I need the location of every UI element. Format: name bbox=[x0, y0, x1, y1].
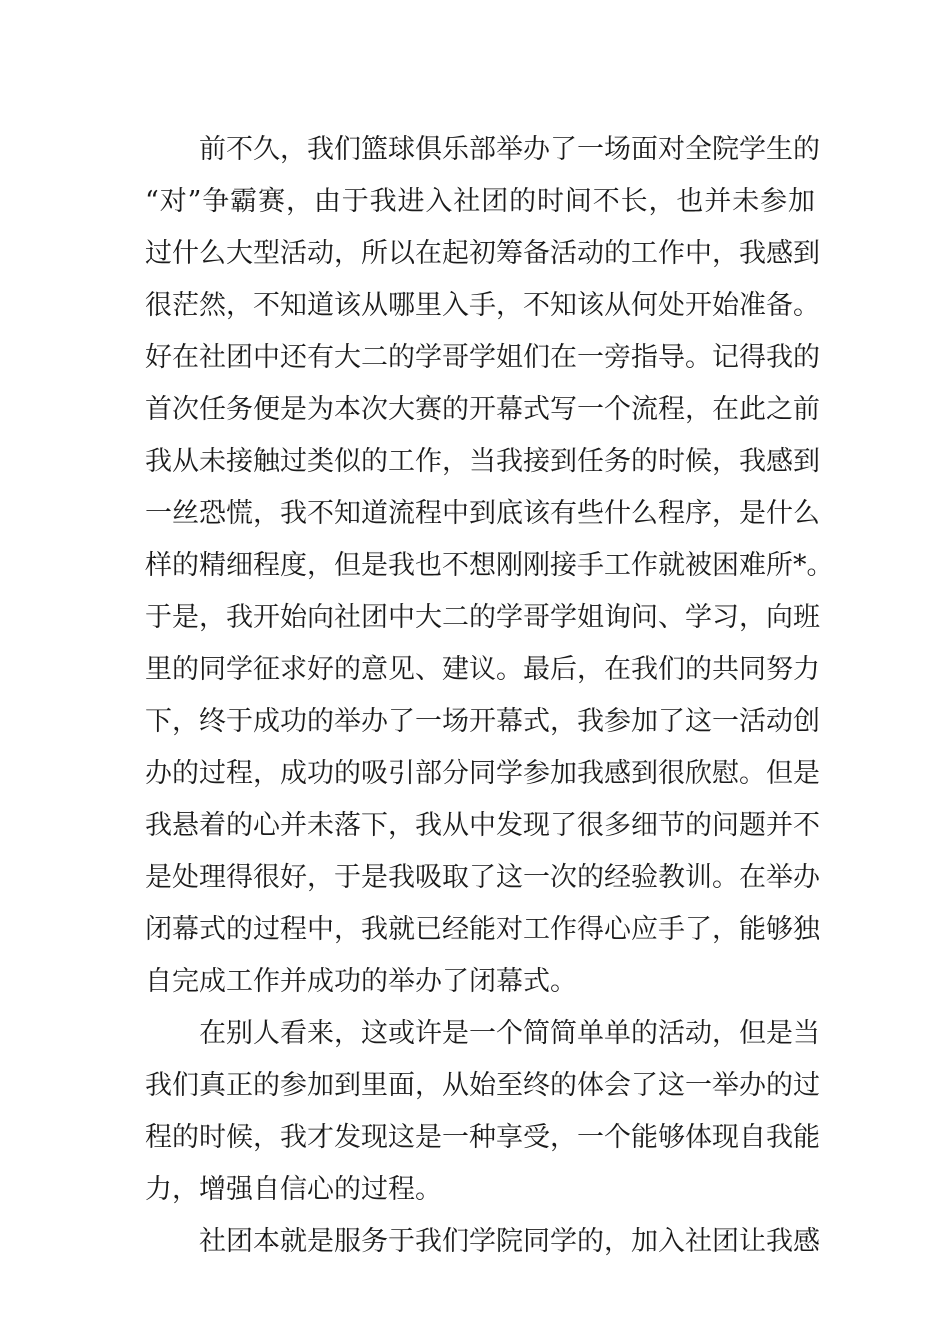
paragraph-line: 我们真正的参加到里面，从始至终的体会了这一举办的过 bbox=[145, 1070, 820, 1101]
paragraph-1 bbox=[145, 124, 834, 1008]
paragraph-line: 于是，我开始向社团中大二的学哥学姐询问、学习，向班 bbox=[145, 602, 820, 633]
body-text bbox=[145, 124, 834, 1268]
paragraph-line: 首次任务便是为本次大赛的开幕式写一个流程，在此之前 bbox=[145, 394, 820, 425]
paragraph-line: 下，终于成功的举办了一场开幕式，我参加了这一活动创 bbox=[145, 706, 820, 737]
paragraph-2 bbox=[145, 1008, 820, 1216]
paragraph-line: 社团本就是服务于我们学院同学的，加入社团让我感 bbox=[199, 1226, 820, 1257]
paragraph-line: 很茫然，不知道该从哪里入手，不知该从何处开始准备。 bbox=[145, 290, 820, 321]
paragraph-line: “对”争霸赛，由于我进入社团的时间不长，也并未参加 bbox=[145, 186, 815, 217]
paragraph-line: 样的精细程度，但是我也不想刚刚接手工作就被困难所*。 bbox=[145, 550, 834, 581]
paragraph-line: 前不久，我们篮球俱乐部举办了一场面对全院学生的 bbox=[199, 134, 820, 165]
paragraph-line: 力，增强自信心的过程。 bbox=[145, 1174, 442, 1205]
paragraph-line: 过什么大型活动，所以在起初筹备活动的工作中，我感到 bbox=[145, 238, 820, 269]
paragraph-line: 好在社团中还有大二的学哥学姐们在一旁指导。记得我的 bbox=[145, 342, 820, 373]
paragraph-line: 办的过程，成功的吸引部分同学参加我感到很欣慰。但是 bbox=[145, 758, 820, 789]
paragraph-line: 我从未接触过类似的工作，当我接到任务的时候，我感到 bbox=[145, 446, 820, 477]
paragraph-line: 在别人看来，这或许是一个简简单单的活动，但是当 bbox=[199, 1018, 820, 1049]
paragraph-line: 程的时候，我才发现这是一种享受，一个能够体现自我能 bbox=[145, 1122, 820, 1153]
paragraph-line: 我悬着的心并未落下，我从中发现了很多细节的问题并不 bbox=[145, 810, 820, 841]
paragraph-line: 自完成工作并成功的举办了闭幕式。 bbox=[145, 966, 577, 997]
paragraph-line: 里的同学征求好的意见、建议。最后，在我们的共同努力 bbox=[145, 654, 820, 685]
paragraph-3 bbox=[145, 1216, 820, 1268]
paragraph-line: 闭幕式的过程中，我就已经能对工作得心应手了，能够独 bbox=[145, 914, 820, 945]
paragraph-line: 一丝恐慌，我不知道流程中到底该有些什么程序，是什么 bbox=[145, 498, 820, 529]
paragraph-line: 是处理得很好，于是我吸取了这一次的经验教训。在举办 bbox=[145, 862, 820, 893]
